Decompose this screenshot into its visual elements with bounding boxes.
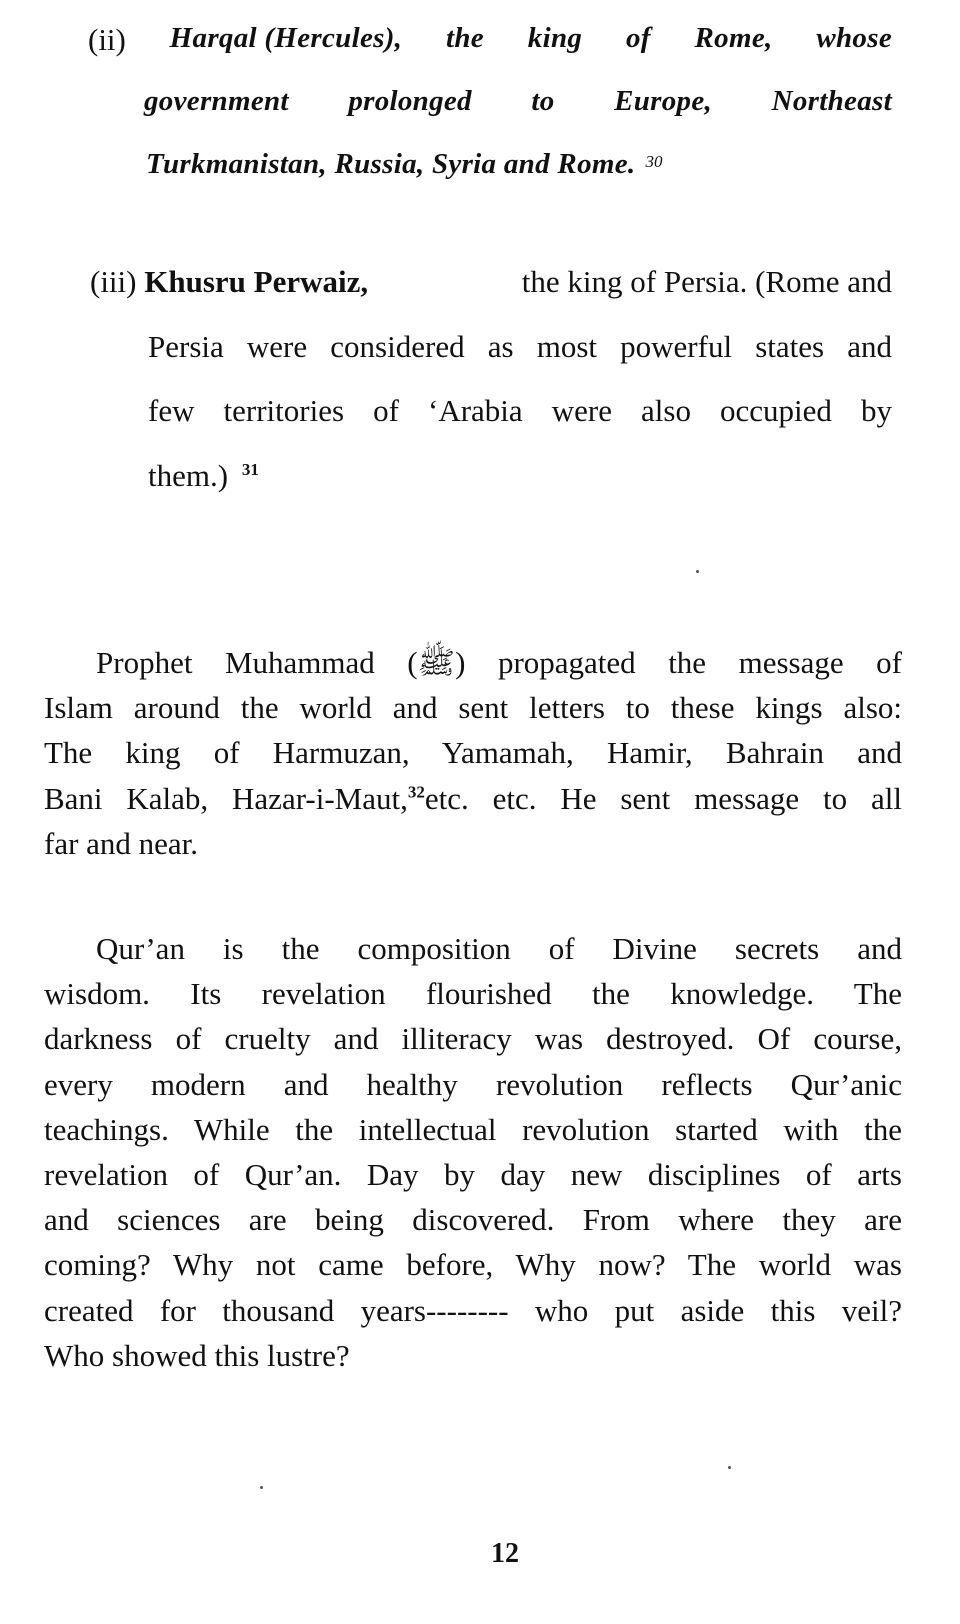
footnote-ref: 31 — [241, 459, 259, 479]
item-ii-line-3 — [146, 148, 662, 181]
item-iii-name: Khusru Perwaiz, — [144, 264, 369, 299]
paragraph-2 — [44, 926, 902, 1378]
item-ii-line-1 — [88, 22, 892, 58]
paragraph-line — [44, 776, 902, 821]
item-ii-word: Europe, — [614, 85, 713, 117]
line-text: revelation of Qur’an. Day by day new disciplines of arts — [44, 1156, 902, 1192]
line-text: etc. etc. He sent message to all — [424, 780, 902, 816]
line-text: coming? Why not came before, Why now? The world was — [44, 1247, 902, 1283]
paragraph-line — [44, 1242, 902, 1287]
page-number: 12 — [491, 1538, 519, 1569]
item-ii-word: the — [446, 22, 484, 54]
line-text: Qur’an is the composition of Divine secrets and — [96, 931, 902, 966]
line-text: every modern and healthy revolution reflects Qur’anic — [44, 1066, 902, 1102]
item-ii-word: whose — [816, 22, 892, 54]
scan-speck — [696, 570, 699, 573]
line-text: teachings. While the intellectual revolution started with the — [44, 1111, 902, 1147]
item-ii-word: Harqal (Hercules), — [169, 22, 403, 54]
line-text: created for thousand years-------- who put aside this veil? — [44, 1292, 902, 1328]
paragraph-line — [44, 926, 902, 971]
footnote-ref: 30 — [645, 151, 663, 171]
paragraph-1 — [44, 640, 902, 866]
item-iii-text: them.) — [148, 458, 229, 493]
paragraph-line — [44, 730, 902, 775]
paragraph-line — [44, 971, 902, 1016]
item-ii-line-2 — [144, 85, 892, 118]
item-ii-word: to — [531, 85, 555, 117]
item-ii-word: king — [527, 22, 583, 54]
paragraph-line — [44, 1197, 902, 1242]
line-text: and sciences are being discovered. From where they are — [44, 1202, 902, 1238]
item-ii-word: government — [144, 85, 289, 117]
item-iii-line-3 — [148, 393, 892, 429]
line-text: Islam around the world and sent letters to these kings also: — [44, 690, 902, 726]
item-ii-text: Turkmanistan, Russia, Syria and Rome. — [146, 148, 636, 180]
paragraph-line — [44, 1062, 902, 1107]
item-iii-line-1 — [90, 264, 892, 300]
paragraph-line — [44, 1288, 902, 1333]
item-ii-word: Northeast — [771, 85, 892, 117]
paragraph-line — [44, 685, 902, 730]
line-text: Who showed this lustre? — [44, 1337, 350, 1373]
paragraph-line — [44, 640, 902, 685]
item-iii-text: the king of Persia. (Rome and — [521, 264, 892, 299]
scan-speck — [728, 1466, 731, 1469]
line-text: wisdom. Its revelation flourished the knowledge. The — [44, 976, 902, 1012]
item-ii-word: of — [625, 22, 651, 54]
paragraph-line — [44, 1107, 902, 1152]
paragraph-line — [44, 1152, 902, 1197]
paragraph-line — [44, 821, 902, 866]
item-iii-line-4 — [148, 458, 259, 494]
item-iii-text: few territories of ‘Arabia were also occupied by — [148, 393, 892, 428]
line-text: Prophet Muhammad (ﷺ) propagated the message of — [96, 645, 902, 680]
item-ii-word: Rome, — [694, 22, 773, 54]
item-iii-line-2 — [148, 329, 892, 365]
item-iii-label: (iii) — [90, 264, 137, 299]
item-ii-label: (ii) — [88, 22, 126, 57]
paragraph-line — [44, 1333, 902, 1378]
footnote-ref: 32 — [407, 782, 425, 802]
paragraph-line — [44, 1016, 902, 1061]
line-text: The king of Harmuzan, Yamamah, Hamir, Bahrain and — [44, 735, 902, 771]
line-text: far and near. — [44, 825, 199, 861]
line-text: darkness of cruelty and illiteracy was destroyed. Of course, — [44, 1021, 902, 1057]
scan-speck — [260, 1486, 263, 1489]
line-text: Bani Kalab, Hazar-i-Maut, — [44, 780, 408, 816]
item-iii-text: Persia were considered as most powerful states and — [148, 329, 892, 364]
item-ii-word: prolonged — [348, 85, 472, 117]
